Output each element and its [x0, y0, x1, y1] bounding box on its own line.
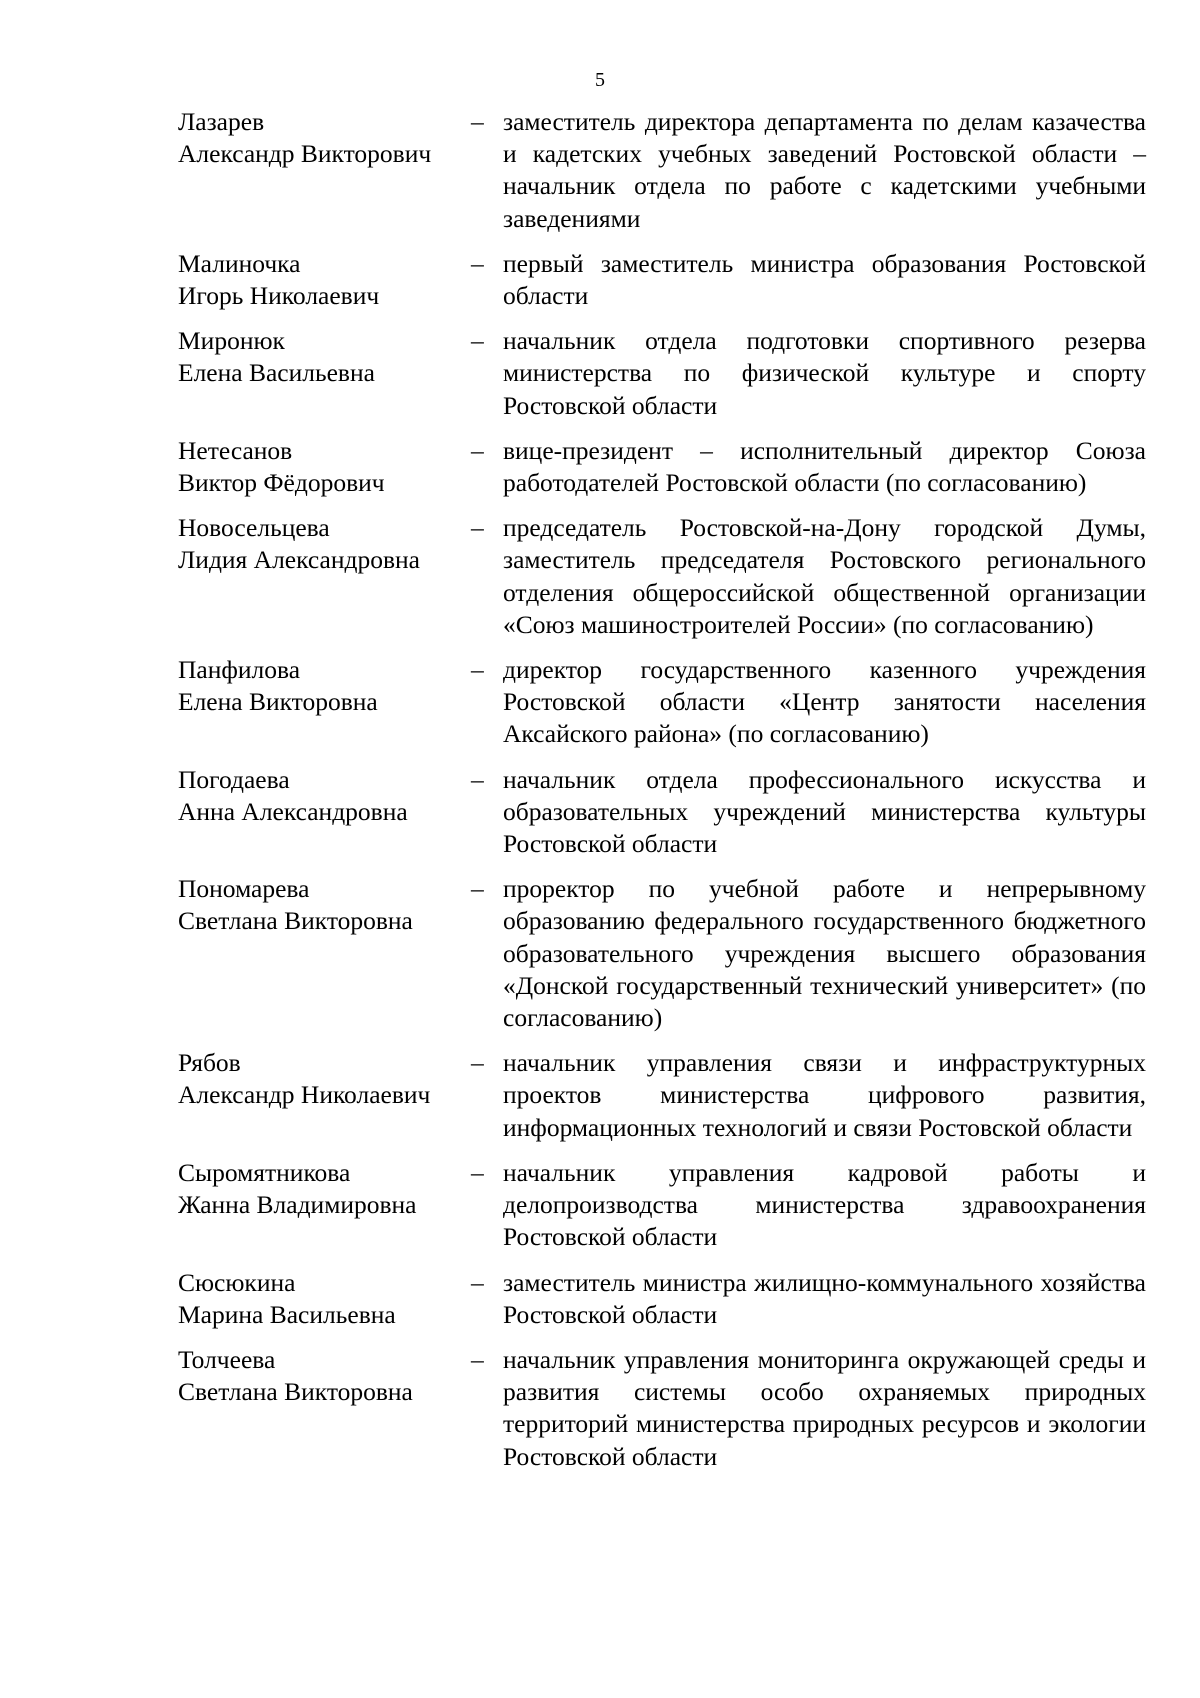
member-row — [178, 764, 1146, 861]
member-given-names: Анна Александровна — [178, 796, 408, 826]
member-given-names: Светлана Викторовна — [178, 906, 413, 936]
member-dash: – — [471, 1157, 484, 1187]
member-surname: Малиночка — [178, 248, 301, 278]
member-position: директор государственного казенного учреждения Ростовской области «Центр занятости населения Аксайского района» (по согласованию) — [503, 655, 1146, 749]
member-dash: – — [471, 248, 484, 278]
member-surname: Сыромятникова — [178, 1157, 351, 1187]
member-position: вице-президент – исполнительный директор Союза работодателей Ростовской области (по согласованию) — [503, 435, 1146, 498]
member-position: начальник управления связи и инфраструктурных проектов министерства цифрового развития, информационных технологий и связи Ростовской области — [503, 1048, 1146, 1142]
member-position: начальник управления мониторинга окружающей среды и развития системы особо охраняемых природных территорий министерства природных ресурсов и экологии Ростовской области — [503, 1344, 1146, 1471]
member-given-names: Лидия Александровна — [178, 545, 420, 575]
member-name — [178, 512, 471, 576]
member-dash: – — [471, 107, 484, 136]
member-position: председатель Ростовской-на-Дону городской Думы, заместитель председателя Ростовского регионального отделения общероссийской общественной организации «Союз машиностроителей России» (по согласованию) — [503, 513, 1146, 639]
member-dash: – — [471, 1344, 484, 1374]
member-row — [178, 1267, 1146, 1331]
member-surname: Лазарев — [178, 107, 265, 136]
member-row — [178, 654, 1146, 751]
member-position: начальник отдела профессионального искусства и образовательных учреждений министерства культуры Ростовской области — [503, 764, 1146, 859]
member-surname: Погодаева — [178, 764, 290, 794]
member-position: заместитель директора департамента по делам казачества и кадетских учебных заведений Ростовской области – начальник отдела по работе с кадетскими учебными заведениями — [503, 107, 1146, 233]
member-name — [178, 1267, 471, 1331]
member-surname: Новосельцева — [178, 513, 330, 543]
member-surname: Панфилова — [178, 655, 301, 685]
member-row — [178, 873, 1146, 1034]
member-position: проректор по учебной работе и непрерывному образованию федерального государственного бюджетного образовательного учреждения высшего образования «Донской государственный технический университет» (по согласованию) — [503, 874, 1146, 1033]
member-given-names: Виктор Фёдорович — [178, 468, 385, 498]
member-surname: Миронюк — [178, 326, 285, 356]
member-given-names: Марина Васильевна — [178, 1299, 396, 1329]
member-list — [178, 106, 1146, 1486]
member-name — [178, 654, 471, 718]
member-surname: Нетесанов — [178, 435, 293, 465]
member-surname: Сюсюкина — [178, 1267, 296, 1297]
member-surname: Рябов — [178, 1048, 241, 1078]
member-given-names: Жанна Владимировна — [178, 1190, 417, 1220]
member-dash: – — [471, 1048, 484, 1078]
member-name — [178, 325, 471, 389]
member-surname: Пономарева — [178, 874, 310, 904]
member-row — [178, 1344, 1146, 1473]
member-name — [178, 1344, 471, 1408]
member-given-names: Игорь Николаевич — [178, 281, 380, 311]
member-row — [178, 325, 1146, 422]
member-dash: – — [471, 1267, 484, 1297]
member-position: заместитель министра жилищно-коммунального хозяйства Ростовской области — [503, 1267, 1146, 1329]
member-dash: – — [471, 655, 484, 685]
member-position: начальник управления кадровой работы и делопроизводства министерства здравоохранения Ростовской области — [503, 1157, 1146, 1252]
member-dash: – — [471, 764, 484, 794]
member-row — [178, 106, 1146, 235]
member-given-names: Светлана Викторовна — [178, 1377, 413, 1407]
member-surname: Толчеева — [178, 1344, 276, 1374]
member-row — [178, 1157, 1146, 1254]
member-given-names: Елена Васильевна — [178, 358, 375, 388]
member-name — [178, 873, 471, 937]
member-position: первый заместитель министра образования Ростовской области — [503, 248, 1146, 311]
member-name — [178, 435, 471, 499]
member-given-names: Елена Викторовна — [178, 687, 378, 717]
member-given-names: Александр Николаевич — [178, 1080, 431, 1110]
member-dash: – — [471, 874, 484, 904]
member-dash: – — [471, 326, 484, 356]
member-name — [178, 1047, 471, 1111]
member-row — [178, 248, 1146, 312]
member-name — [178, 764, 471, 828]
page-number: 5 — [595, 69, 605, 91]
member-dash: – — [471, 435, 484, 465]
member-row — [178, 512, 1146, 641]
member-name — [178, 1157, 471, 1221]
member-given-names: Александр Викторович — [178, 139, 432, 169]
member-row — [178, 1047, 1146, 1144]
member-name — [178, 248, 471, 312]
member-position: начальник отдела подготовки спортивного резерва министерства по физической культуре и спорту Ростовской области — [503, 326, 1146, 420]
member-dash: – — [471, 513, 484, 543]
member-name — [178, 106, 471, 170]
member-row — [178, 435, 1146, 499]
